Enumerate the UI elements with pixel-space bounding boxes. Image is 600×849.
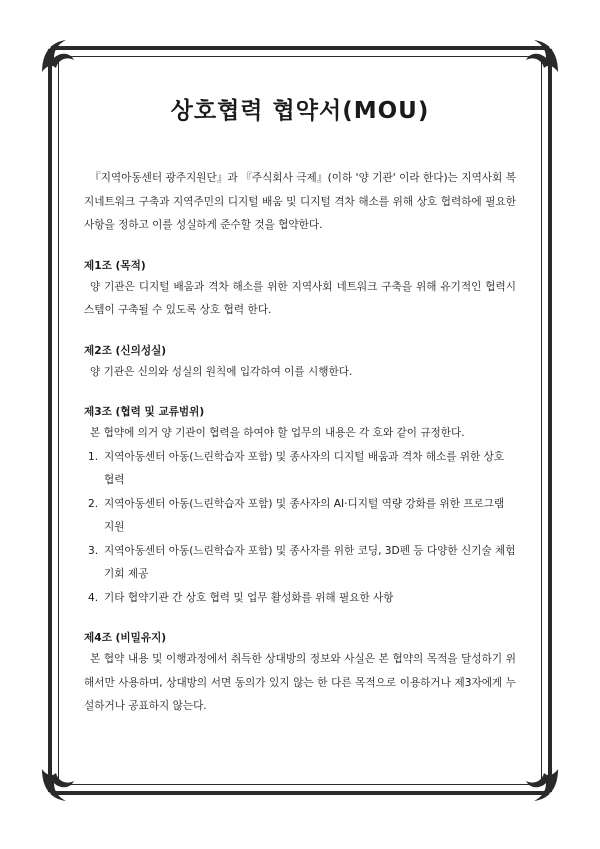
article-body: 본 협약 내용 및 이행과정에서 취득한 상대방의 정보와 사실은 본 협약의 목적을 달성하기 위해서만 사용하며, 상대방의 서면 동의가 있지 않는 한 다른 목적으로 이용하거나 제3자에게 누설하거나 공표하지 않는다. (84, 653, 516, 712)
article-3 (84, 402, 516, 610)
list-item-text: 기타 협약기관 간 상호 협력 및 업무 활성화를 위해 필요한 사항 (104, 591, 394, 604)
article-heading: 제2조 (신의성실) (84, 344, 167, 357)
corner-ornament-icon (36, 763, 80, 807)
list-item (86, 446, 516, 493)
corner-ornament-icon (520, 34, 564, 78)
list-item-number: 1. (88, 450, 99, 463)
list-item-text: 지역아동센터 아동(느린학습자 포함) 및 종사자의 디지털 배움과 격차 해소를 위한 상호 협력 (104, 450, 505, 486)
list-item (86, 587, 516, 611)
list-item-text: 지역아동센터 아동(느린학습자 포함) 및 종사자의 AI·디지털 역량 강화를 위한 프로그램 지원 (104, 497, 505, 533)
article-body: 양 기관은 디지털 배움과 격차 해소를 위한 지역사회 네트워크 구축을 위해 유기적인 협력시스템이 구축될 수 있도록 상호 협력 한다. (84, 280, 516, 316)
document-body (84, 88, 516, 719)
list-item (86, 540, 516, 587)
article-heading: 제1조 (목적) (84, 259, 146, 272)
article-body: 양 기관은 신의와 성실의 원칙에 입각하여 이를 시행한다. (90, 365, 353, 378)
list-item (86, 493, 516, 540)
article-body: 본 협약에 의거 양 기관이 협력을 하여야 할 업무의 내용은 각 호와 같이 규정한다. (90, 427, 465, 439)
document-title: 상호협력 협약서(MOU) (170, 98, 430, 124)
list-item-number: 3. (88, 544, 99, 557)
article-heading: 제3조 (협력 및 교류범위) (84, 406, 205, 418)
article-4 (84, 628, 516, 719)
intro-paragraph: 『지역아동센터 광주지원단』과 『주식회사 극제』(이하 '양 기관' 이라 한다)는 지역사회 복지네트워크 구축과 지역주민의 디지털 배움 및 디지털 격차 해소를 위해 상호 협력하에 필요한 사항을 정하고 이를 성실하게 준수할 것을 협약한다. (84, 172, 516, 231)
corner-ornament-icon (520, 763, 564, 807)
article-2 (84, 341, 516, 385)
list-item-number: 2. (88, 497, 99, 510)
article-3-item-list (84, 446, 516, 611)
article-heading: 제4조 (비밀유지) (84, 632, 167, 644)
list-item-text: 지역아동센터 아동(느린학습자 포함) 및 종사자를 위한 코딩, 3D펜 등 다양한 신기술 체험기회 제공 (104, 544, 516, 580)
corner-ornament-icon (36, 34, 80, 78)
article-1 (84, 256, 516, 323)
list-item-number: 4. (88, 591, 99, 604)
